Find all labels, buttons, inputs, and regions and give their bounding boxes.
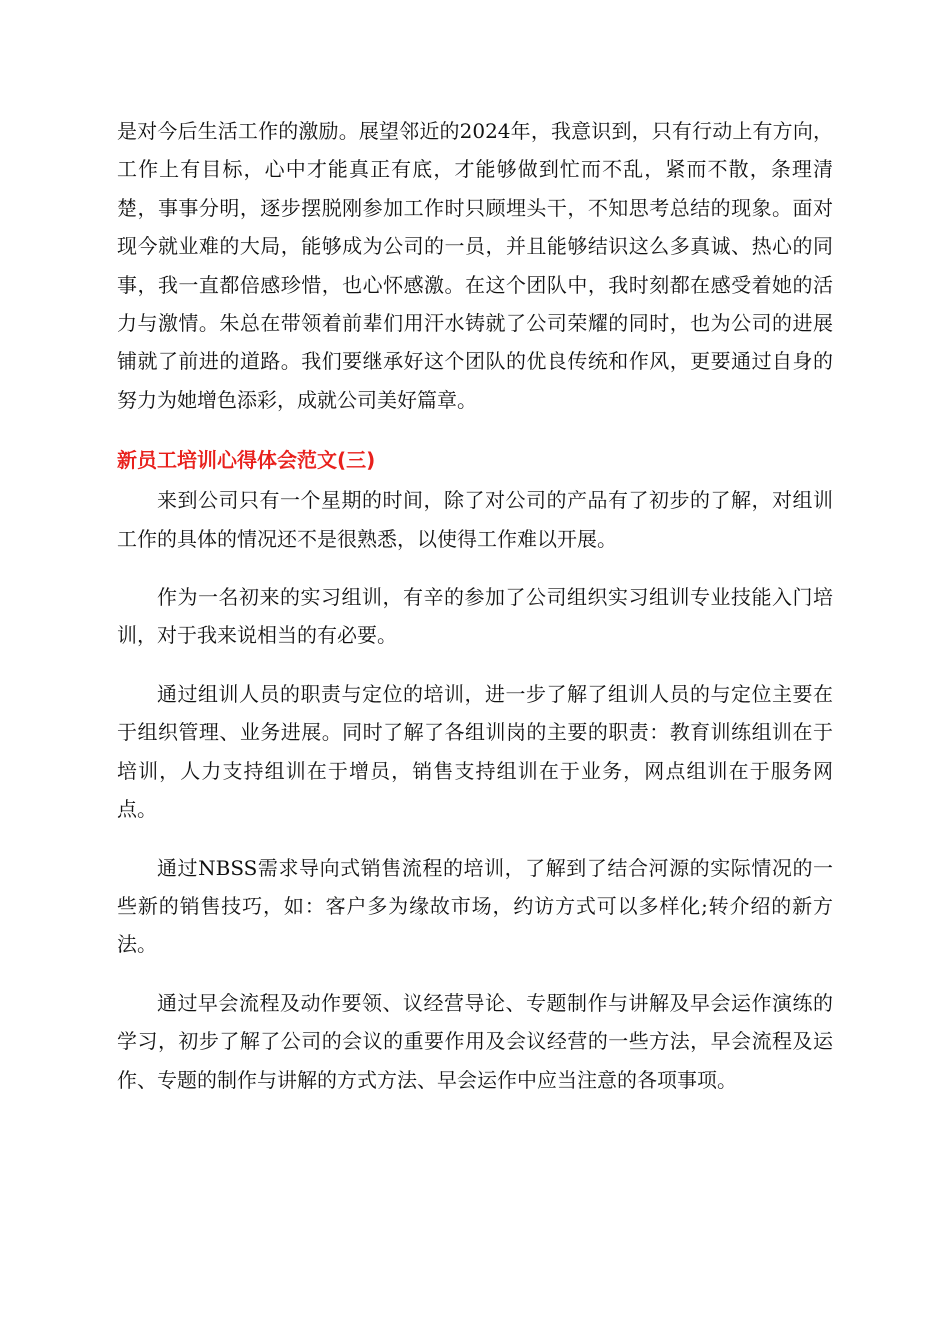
- body-paragraph: 通过NBSS需求导向式销售流程的培训，了解到了结合河源的实际情况的一些新的销售技巧，如：客户多为缘故市场，约访方式可以多样化;转介绍的新方法。: [117, 855, 833, 957]
- body-paragraph: 通过组训人员的职责与定位的培训，进一步了解了组训人员的与定位主要在于组织管理、业务进展。同时了解了各组训岗的主要的职责：教育训练组训在于培训，人力支持组训在于增员，销售支持组训在于业务，网点组训在于服务网点。: [117, 681, 833, 822]
- section-heading: 新员工培训心得体会范文(三): [117, 448, 376, 473]
- body-paragraph: 是对今后生活工作的激励。展望邻近的2024年，我意识到，只有行动上有方向，工作上有目标，心中才能真正有底，才能够做到忙而不乱，紧而不散，条理清楚，事事分明，逐步摆脱刚参加工作时只顾埋头干，不知思考总结的现象。面对现今就业难的大局，能够成为公司的一员，并且能够结识这么多真诚、热心的同事，我一直都倍感珍惜，也心怀感激。在这个团队中，我时刻都在感受着她的活力与激情。朱总在带领着前辈们用汗水铸就了公司荣耀的同时，也为公司的进展铺就了前进的道路。我们要继承好这个团队的优良传统和作风，更要通过自身的努力为她增色添彩，成就公司美好篇章。: [117, 119, 833, 412]
- body-paragraph: 作为一名初来的实习组训，有辛的参加了公司组织实习组训专业技能入门培训，对于我来说相当的有必要。: [117, 585, 833, 648]
- body-paragraph: 通过早会流程及动作要领、议经营导论、专题制作与讲解及早会运作演练的学习，初步了解了公司的会议的重要作用及会议经营的一些方法，早会流程及运作、专题的制作与讲解的方式方法、早会运作中应当注意的各项事项。: [117, 990, 833, 1092]
- body-paragraph: 来到公司只有一个星期的时间，除了对公司的产品有了初步的了解，对组训工作的具体的情况还不是很熟悉，以使得工作难以开展。: [117, 488, 833, 551]
- document-page: [117, 112, 833, 1099]
